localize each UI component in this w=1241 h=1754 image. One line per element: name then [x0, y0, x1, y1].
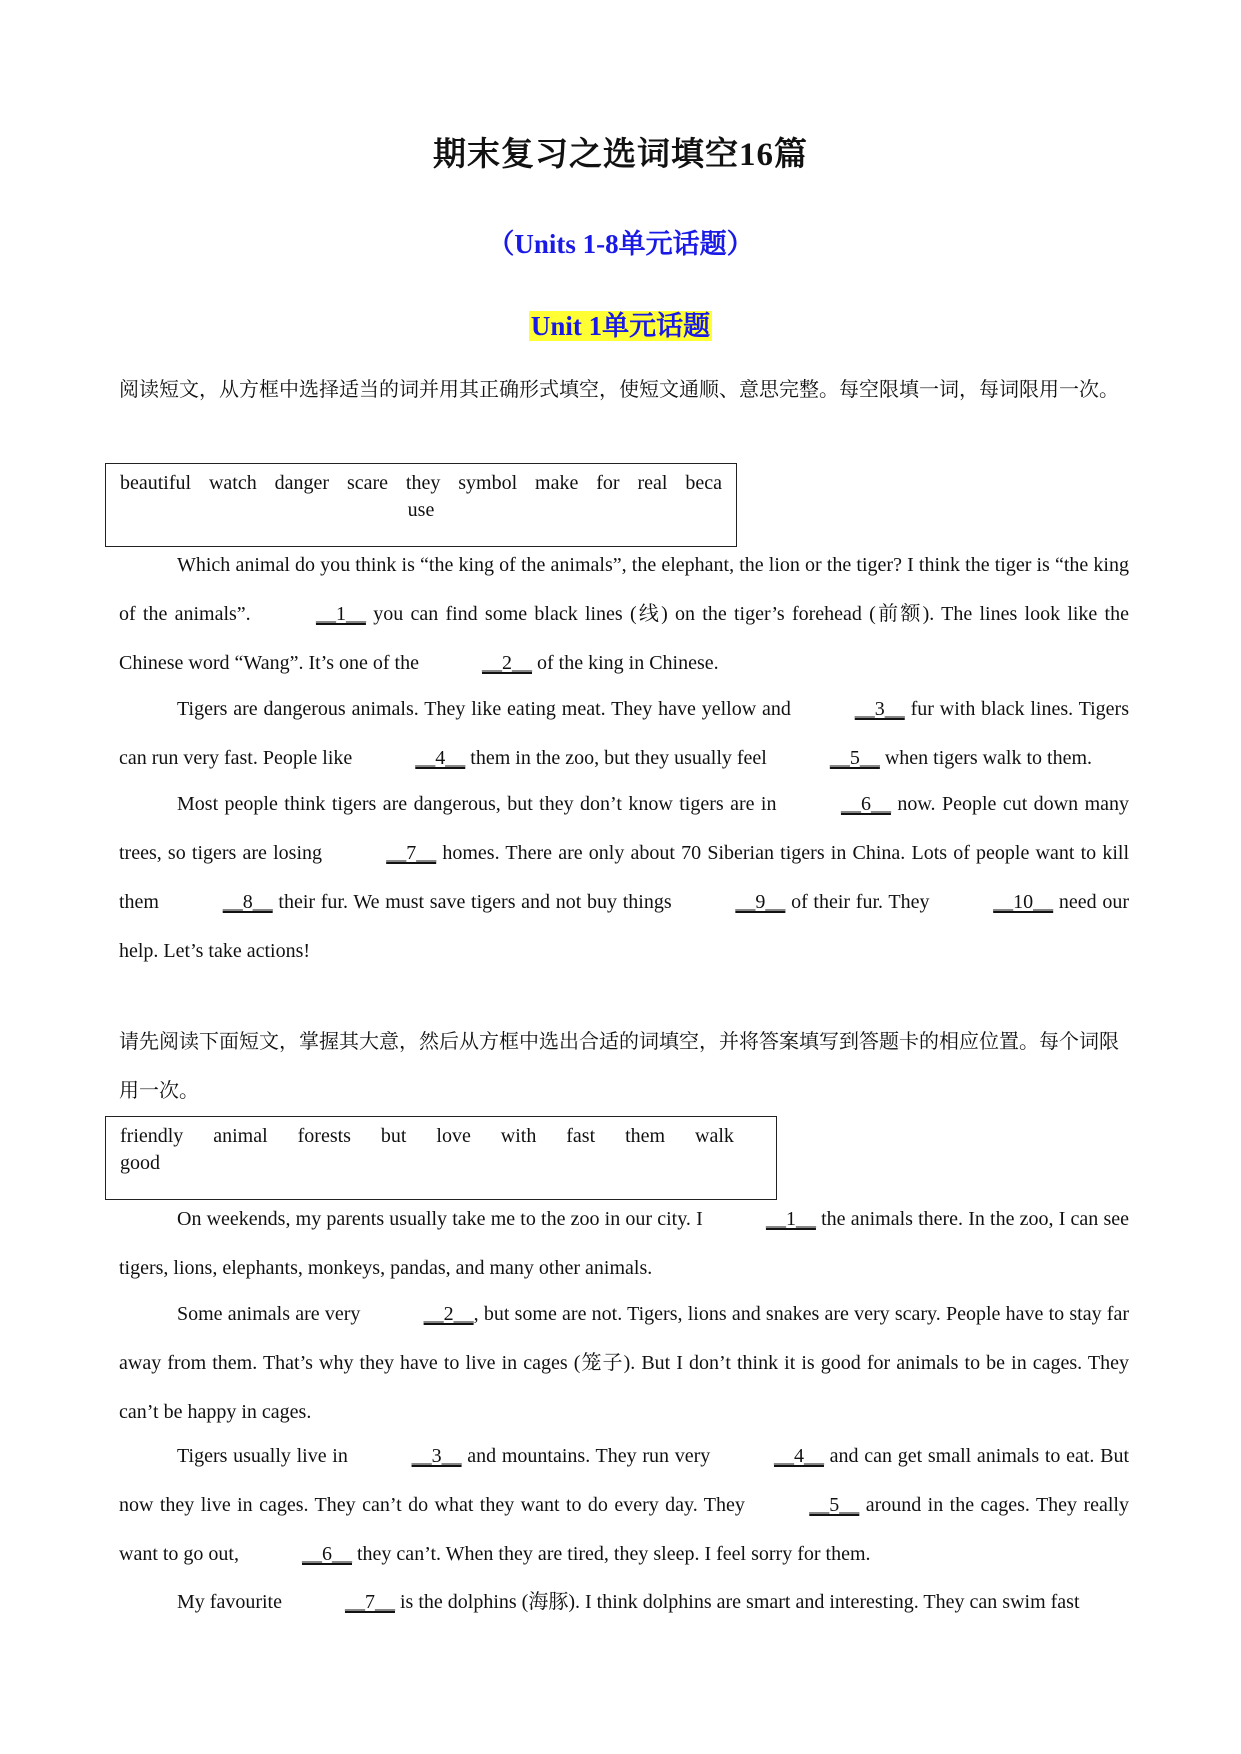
blank-10[interactable]: __10__: [993, 891, 1054, 913]
word-with: with: [500, 1125, 537, 1147]
document-title: 期末复习之选词填空16篇: [433, 137, 808, 173]
blank-7[interactable]: __7__: [386, 842, 437, 864]
word-them: them: [625, 1125, 666, 1147]
text-run: Which animal do you think is “the king of the animals”, the elephant, the lion or the tiger? I think the tiger is “the king of the animals”.: [119, 554, 1129, 625]
text-run: homes. There are only about 70 Siberian tigers in China. Lots of people want to kill them: [119, 842, 1130, 913]
blank-3[interactable]: __3__: [411, 1445, 462, 1467]
text-run: of the king in Chinese.: [531, 652, 719, 674]
document-subtitle: （Units 1-8单元话题）: [487, 229, 754, 259]
blank-4[interactable]: __4__: [415, 747, 466, 769]
section1-paragraph-1: [119, 541, 1129, 688]
text-run: is the dolphins (海豚). I think dolphins are smart and interesting. They can swim fast: [394, 1591, 1080, 1613]
word-love: love: [436, 1125, 471, 1147]
blank-9[interactable]: __9__: [735, 891, 786, 913]
word-animal: animal: [213, 1125, 268, 1147]
text-run: the animals there. In the zoo, I can see tigers, lions, elephants, monkeys, pandas, and many other animals.: [119, 1208, 1129, 1279]
text-run: they can’t. When they are tired, they sleep. I feel sorry for them.: [352, 1543, 871, 1565]
blank-1[interactable]: __1__: [315, 603, 366, 625]
text-run: of their fur. They: [785, 891, 936, 913]
text-run: Most people think tigers are dangerous, but they don’t know tigers are in: [177, 793, 783, 815]
word-but: but: [380, 1125, 407, 1147]
text-run: and mountains. They run very: [461, 1445, 716, 1467]
section2-paragraph-4: [119, 1578, 1129, 1627]
section2-paragraph-3: [119, 1432, 1129, 1579]
text-run: you can find some black lines (线) on the tiger’s forehead (前额). The lines look like the Chinese word “Wang”. It’s one of the: [119, 603, 1129, 674]
section1-instruction: 阅读短文，从方框中选择适当的词并用其正确形式填空，使短文通顺、意思完整。每空限填一词，每词限用一次。: [119, 379, 1119, 401]
section1-word-box: [105, 463, 737, 547]
blank-3[interactable]: __3__: [854, 698, 905, 720]
section1-words-line2: use: [407, 499, 435, 521]
text-run: need our help. Let’s take actions!: [119, 891, 1130, 962]
blank-2[interactable]: __2__: [423, 1303, 474, 1325]
blank-6[interactable]: __6__: [302, 1543, 352, 1565]
word-fast: fast: [566, 1125, 596, 1147]
word-friendly: friendly: [120, 1125, 184, 1147]
text-run: around in the cages. They really want to go out,: [119, 1494, 1129, 1565]
unit1-heading-text: Unit 1单元话题: [530, 311, 711, 341]
section2-paragraph-2: [119, 1290, 1129, 1437]
section2-paragraph-1: [119, 1195, 1129, 1293]
section1-words-line1: beautiful watch danger scare they symbol make for real beca: [120, 472, 722, 494]
section2-words-line1: [120, 1123, 740, 1150]
blank-7[interactable]: __7__: [344, 1591, 395, 1613]
blank-5[interactable]: __5__: [829, 747, 880, 769]
section2-word-box: [105, 1116, 777, 1200]
text-run: Tigers are dangerous animals. They like eating meat. They have yellow and: [177, 698, 797, 720]
text-run: Some animals are very: [177, 1303, 366, 1325]
text-run: My favourite: [177, 1591, 287, 1613]
text-run: and can get small animals to eat. But now they live in cages. They can’t do what they want to do every day. They: [119, 1445, 1130, 1516]
blank-6[interactable]: __6__: [840, 793, 891, 815]
blank-4[interactable]: __4__: [773, 1445, 824, 1467]
blank-8[interactable]: __8__: [222, 891, 273, 913]
unit1-heading: [0, 304, 1241, 343]
text-run: when tigers walk to them.: [879, 747, 1093, 769]
section2-words-line2: good: [120, 1152, 160, 1174]
word-forests: forests: [297, 1125, 351, 1147]
section2-instruction: 请先阅读下面短文，掌握其大意，然后从方框中选出合适的词填空，并将答案填写到答题卡的相应位置。每个词限用一次。: [119, 1031, 1119, 1102]
text-run: , but some are not. Tigers, lions and snakes are very scary. People have to stay far away from them. That’s why they have to live in cages (笼子). But I don’t think it is good for animals to be in cages. They can’t be happy in cages.: [119, 1303, 1130, 1423]
blank-1[interactable]: __1__: [765, 1208, 816, 1230]
blank-2[interactable]: __2__: [481, 652, 532, 674]
text-run: On weekends, my parents usually take me to the zoo in our city. I: [177, 1208, 708, 1230]
section1-paragraph-2: [119, 685, 1129, 783]
section1-paragraph-3: [119, 780, 1129, 976]
text-run: them in the zoo, but they usually feel: [465, 747, 772, 769]
text-run: Tigers usually live in: [177, 1445, 354, 1467]
word-walk: walk: [695, 1125, 734, 1147]
text-run: their fur. We must save tigers and not buy things: [272, 891, 678, 913]
text-run: now. People cut down many trees, so tigers are losing: [119, 793, 1129, 864]
blank-5[interactable]: __5__: [809, 1494, 860, 1516]
text-run: fur with black lines. Tigers can run very fast. People like: [119, 698, 1129, 769]
